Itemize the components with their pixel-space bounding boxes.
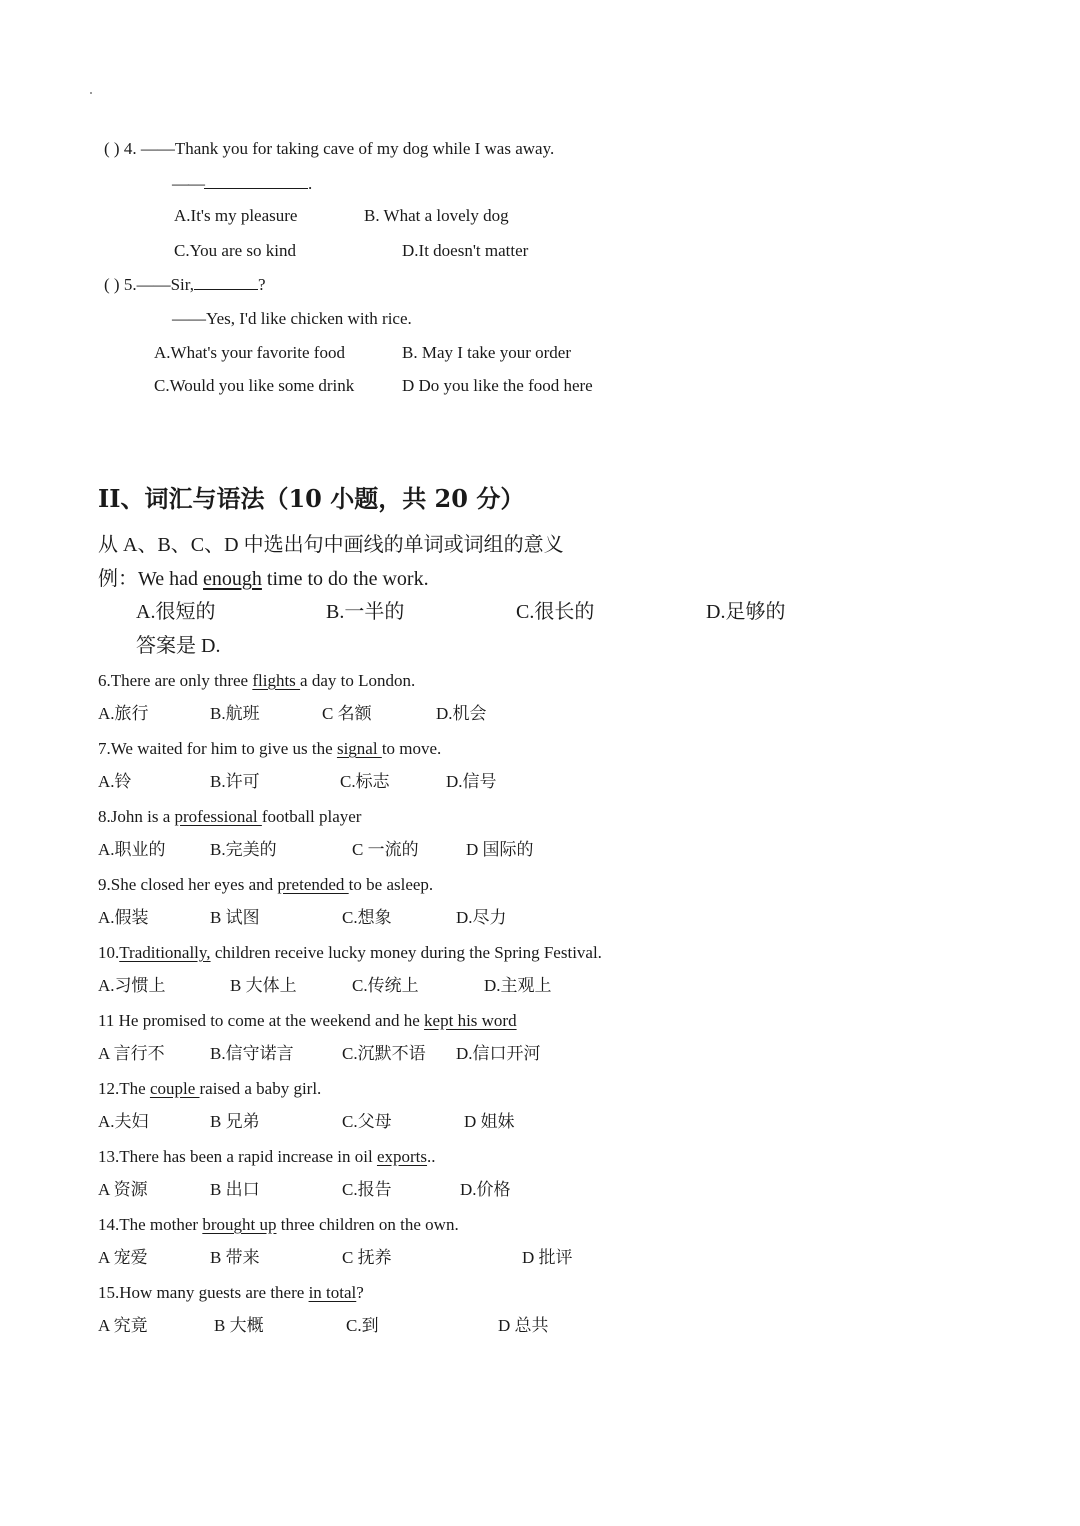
question-5-reply: ——Yes, I'd like chicken with rice. xyxy=(172,309,412,328)
underlined-word: kept his word xyxy=(424,1011,517,1030)
question-12-option-c: C.父母 xyxy=(342,1112,392,1131)
question-text-end: ? xyxy=(258,275,266,294)
question-4-stem xyxy=(104,138,554,160)
stem-text: 15.How many guests are there xyxy=(98,1283,309,1302)
stem-text: to be asleep. xyxy=(348,875,434,894)
question-14-stem xyxy=(98,1214,459,1236)
question-13-option-b: B 出口 xyxy=(210,1180,260,1199)
question-11-option-b: B.信守诺言 xyxy=(210,1044,294,1063)
stem-text: three children on the own. xyxy=(276,1215,459,1234)
underlined-word: in total xyxy=(308,1283,357,1302)
question-14-option-d: D 批评 xyxy=(522,1248,573,1267)
question-12-option-b: B 兄弟 xyxy=(210,1112,260,1131)
reply-dash: —— xyxy=(172,174,204,193)
question-7-option-c: C.标志 xyxy=(340,772,390,791)
underlined-word: flights xyxy=(252,671,301,690)
question-12-option-d: D 姐妹 xyxy=(464,1112,515,1131)
underlined-word: Traditionally, xyxy=(119,943,211,962)
question-4-option-a: A.It's my pleasure xyxy=(174,206,298,225)
question-5-option-b: B. May I take your order xyxy=(402,343,572,362)
answer-bracket: ( ) xyxy=(104,275,120,294)
example-answer: 答案是 D. xyxy=(136,635,221,657)
answer-blank xyxy=(204,172,308,189)
question-7-option-a: A.铃 xyxy=(98,772,132,791)
stem-text: ? xyxy=(356,1283,364,1302)
question-10-stem xyxy=(98,942,602,964)
question-9-stem xyxy=(98,874,433,896)
stem-text: 8.John is a xyxy=(98,807,175,826)
example-option-b: B.一半的 xyxy=(326,601,405,623)
question-7-stem xyxy=(98,738,441,760)
question-15-option-c: C.到 xyxy=(346,1316,379,1335)
question-15-option-b: B 大概 xyxy=(214,1316,264,1335)
example-suffix: time to do the work. xyxy=(261,568,429,590)
question-8-option-a: A.职业的 xyxy=(98,840,166,859)
question-8-option-d: D 国际的 xyxy=(466,840,534,859)
question-9-option-c: C.想象 xyxy=(342,908,392,927)
stem-text: 13.There has been a rapid increase in oil xyxy=(98,1147,377,1166)
question-15-option-d: D 总共 xyxy=(498,1316,549,1335)
stem-text: 11 He promised to come at the weekend and he xyxy=(98,1011,425,1030)
underlined-word: brought up xyxy=(202,1215,277,1234)
question-15-option-a: A 究竟 xyxy=(98,1316,148,1335)
question-14-option-c: C 抚养 xyxy=(342,1248,392,1267)
example-option-c: C.很长的 xyxy=(516,601,595,623)
question-10-option-a: A.习惯上 xyxy=(98,976,166,995)
question-9-option-d: D.尽力 xyxy=(456,908,507,927)
example-prefix: 例：We had xyxy=(98,568,204,590)
question-6-stem xyxy=(98,670,415,692)
question-5-option-d: D Do you like the food here xyxy=(402,376,593,395)
question-6-option-d: D.机会 xyxy=(436,704,487,723)
example-option-d: D.足够的 xyxy=(706,601,786,623)
question-4-reply xyxy=(172,172,312,195)
question-14-option-b: B 带来 xyxy=(210,1248,260,1267)
question-8-stem xyxy=(98,806,361,828)
question-6-option-a: A.旅行 xyxy=(98,704,149,723)
question-9-option-b: B 试图 xyxy=(210,908,260,927)
question-13-stem xyxy=(98,1146,436,1168)
reply-end: . xyxy=(308,174,313,193)
stem-text: to move. xyxy=(381,739,442,758)
question-9-option-a: A.假装 xyxy=(98,908,149,927)
stem-text: 6.There are only three xyxy=(98,671,253,690)
question-12-option-a: A.夫妇 xyxy=(98,1112,149,1131)
answer-blank xyxy=(194,273,258,290)
stem-text: children receive lucky money during the Spring Festival. xyxy=(210,943,602,962)
question-6-option-b: B.航班 xyxy=(210,704,260,723)
underlined-word: pretended xyxy=(277,875,349,894)
question-4-option-d: D.It doesn't matter xyxy=(402,241,529,260)
question-10-option-c: C.传统上 xyxy=(352,976,419,995)
question-4-option-b: B. What a lovely dog xyxy=(364,206,509,225)
question-8-option-b: B.完美的 xyxy=(210,840,277,859)
underlined-word: signal xyxy=(336,739,382,758)
stem-text: a day to London. xyxy=(300,671,416,690)
scan-speck xyxy=(90,92,92,94)
stem-text: raised a baby girl. xyxy=(199,1079,322,1098)
underlined-word: exports xyxy=(376,1147,428,1166)
stem-text: 9.She closed her eyes and xyxy=(98,875,278,894)
stem-text: 12.The xyxy=(98,1079,150,1098)
question-4-option-c: C.You are so kind xyxy=(174,241,297,260)
example-underlined: enough xyxy=(203,568,262,590)
example-option-a: A.很短的 xyxy=(136,601,216,623)
question-11-option-a: A 言行不 xyxy=(98,1044,165,1063)
question-text-start: 5.——Sir, xyxy=(123,275,194,294)
question-5-option-c: C.Would you like some drink xyxy=(154,376,355,395)
answer-bracket: ( ) xyxy=(104,139,120,158)
question-10-option-d: D.主观上 xyxy=(484,976,552,995)
question-11-option-d: D.信口开河 xyxy=(456,1044,541,1063)
section-instruction: 从 A、B、C、D 中选出句中画线的单词或词组的意义 xyxy=(98,534,564,556)
question-15-stem xyxy=(98,1282,364,1304)
stem-text: 10. xyxy=(98,943,120,962)
question-14-option-a: A 宠爱 xyxy=(98,1248,148,1267)
question-11-option-c: C.沉默不语 xyxy=(342,1044,426,1063)
underlined-word: professional xyxy=(174,807,262,826)
question-13-option-c: C.报告 xyxy=(342,1180,392,1199)
question-8-option-c: C 一流的 xyxy=(352,840,419,859)
underlined-word: couple xyxy=(149,1079,200,1098)
question-7-option-d: D.信号 xyxy=(446,772,497,791)
question-10-option-b: B 大体上 xyxy=(230,976,297,995)
stem-text: football player xyxy=(261,807,362,826)
question-text: 4. ——Thank you for taking cave of my dog while I was away. xyxy=(123,139,555,158)
question-12-stem xyxy=(98,1078,321,1100)
section-heading: II、词汇与语法（10 小题，共 20 分） xyxy=(98,484,525,513)
stem-text: .. xyxy=(427,1147,436,1166)
question-13-option-a: A 资源 xyxy=(98,1180,148,1199)
question-7-option-b: B.许可 xyxy=(210,772,260,791)
question-13-option-d: D.价格 xyxy=(460,1180,511,1199)
question-5-stem xyxy=(104,273,266,296)
stem-text: 14.The mother xyxy=(98,1215,203,1234)
question-11-stem xyxy=(98,1010,517,1032)
question-5-option-a: A.What's your favorite food xyxy=(154,343,345,362)
example-sentence xyxy=(98,566,429,592)
stem-text: 7.We waited for him to give us the xyxy=(98,739,337,758)
question-6-option-c: C 名额 xyxy=(322,704,372,723)
